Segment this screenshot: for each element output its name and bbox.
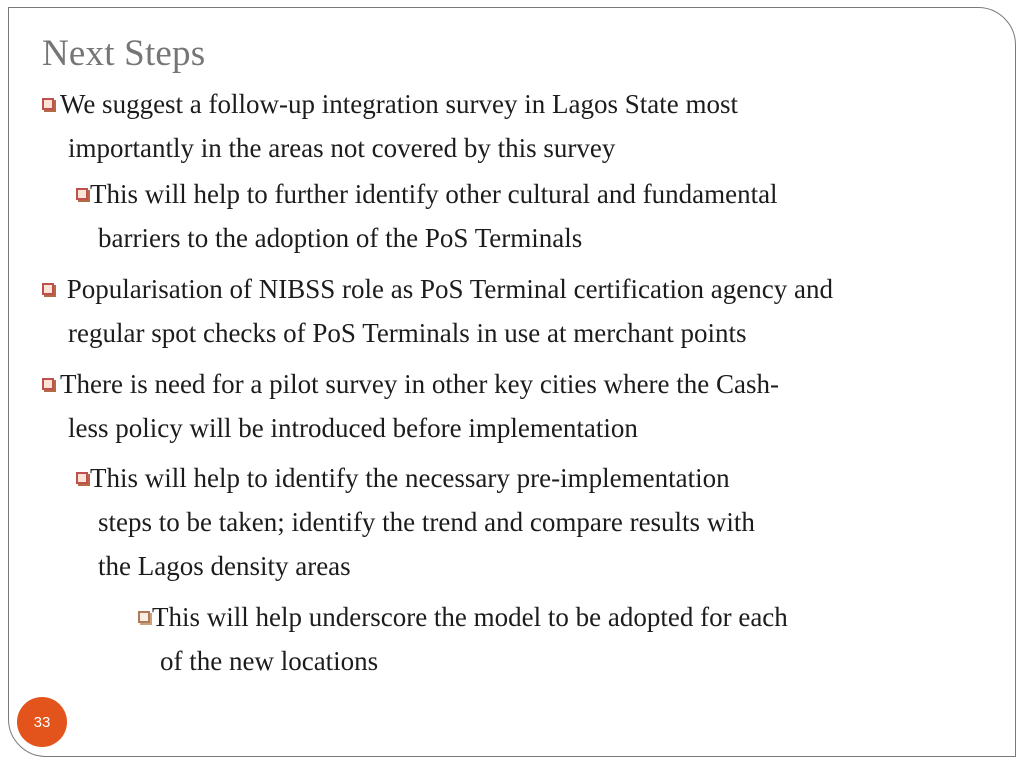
bullet-line: steps to be taken; identify the trend and compare results with (98, 507, 755, 537)
bullet-item (76, 456, 755, 588)
bullet-line: This will help to further identify other cultural and fundamental (76, 172, 778, 216)
bullet-line: importantly in the areas not covered by this survey (68, 133, 616, 163)
bullet-item (42, 362, 779, 450)
bullet-line: We suggest a follow-up integration survey in Lagos State most (42, 82, 738, 126)
bullet-line: Popularisation of NIBSS role as PoS Terminal certification agency and (42, 267, 833, 311)
square-bullet-icon (138, 611, 150, 623)
bullet-line: There is need for a pilot survey in other key cities where the Cash- (42, 362, 779, 406)
square-bullet-icon (42, 378, 54, 390)
bullet-line: This will help to identify the necessary pre-implementation (76, 456, 755, 500)
page-number-badge: 33 (17, 697, 67, 747)
square-bullet-icon (76, 472, 88, 484)
bullet-line: of the new locations (160, 646, 379, 676)
bullet-item (42, 267, 833, 355)
bullet-line: barriers to the adoption of the PoS Terminals (98, 223, 583, 253)
bullet-line: less policy will be introduced before implementation (68, 413, 638, 443)
bullet-line: regular spot checks of PoS Terminals in use at merchant points (68, 318, 747, 348)
square-bullet-icon (42, 283, 54, 295)
bullet-line: This will help underscore the model to be adopted for each (138, 595, 788, 639)
bullet-line: the Lagos density areas (98, 551, 351, 581)
square-bullet-icon (42, 98, 54, 110)
bullet-item (76, 172, 778, 260)
square-bullet-icon (76, 188, 88, 200)
bullet-item (42, 82, 738, 170)
slide-title: Next Steps (42, 33, 206, 74)
bullet-item (138, 595, 788, 683)
